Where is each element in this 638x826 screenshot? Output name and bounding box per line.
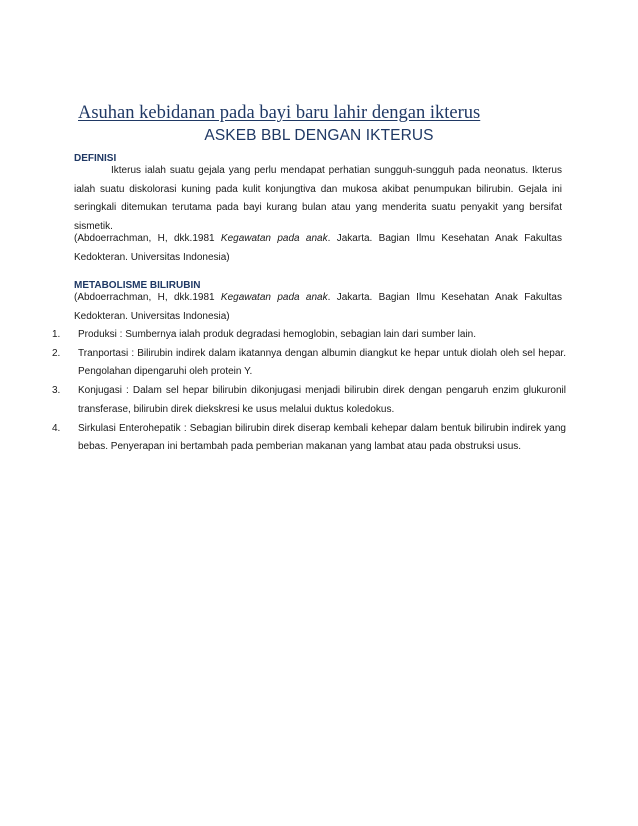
document-title: Asuhan kebidanan pada bayi baru lahir dengan ikterus [78, 103, 481, 123]
definisi-heading: DEFINISI [74, 153, 117, 164]
citation-suffix: . Jakarta. Bagian Ilmu Kesehatan Anak Fakultas Kedokteran. Universitas Indonesia) [74, 292, 562, 322]
citation-title: Kegawatan pada anak [220, 292, 328, 303]
list-item [0, 382, 638, 419]
citation-title: Kegawatan pada anak [220, 233, 328, 244]
definisi-citation [74, 230, 562, 267]
document-subtitle: ASKEB BBL DENGAN IKTERUS [204, 127, 434, 144]
citation-prefix: (Abdoerrachman, H, dkk.1981 [74, 233, 221, 244]
list-item-number: 4. [52, 422, 61, 434]
list-item-text: Tranportasi : Bilirubin indirek dalam ikatannya dengan albumin diangkut ke hepar untuk diolah oleh sel hepar. Pengolahan dipengaruhi oleh protein Y. [78, 347, 566, 378]
metabolisme-list [0, 326, 638, 457]
list-item [0, 326, 638, 345]
list-item [0, 420, 638, 457]
citation-prefix: (Abdoerrachman, H, dkk.1981 [74, 292, 221, 303]
list-item-text: Produksi : Sumbernya ialah produk degradasi hemoglobin, sebagian lain dari sumber lain. [78, 329, 477, 340]
metabolisme-citation [74, 289, 562, 326]
list-item-number: 2. [52, 347, 61, 359]
citation-suffix: . Jakarta. Bagian Ilmu Kesehatan Anak Fakultas Kedokteran. Universitas Indonesia) [74, 233, 562, 263]
list-item-number: 1. [52, 329, 61, 340]
list-item-text: Sirkulasi Enterohepatik : Sebagian bilirubin direk diserap kembali kehepar dalam bentuk bilirubin indirek yang bebas. Penyerapan ini bertambah pada pemberian makanan yang lambat atau pada obstruksi usus. [78, 422, 566, 453]
list-item-number: 3. [52, 385, 61, 397]
list-item [0, 345, 638, 382]
definisi-paragraph: Ikterus ialah suatu gejala yang perlu mendapat perhatian sungguh-sungguh pada neonatus. Ikterus ialah suatu diskolorasi kuning pada kulit konjungtiva dan mukosa akibat penumpukan bilirubin. Gejala ini seringkali ditemukan terutama pada bayi kurang bulan atau yang menderita suatu penyakit yang bersifat sismetik. [74, 165, 562, 233]
metabolisme-heading: METABOLISME BILIRUBIN [74, 280, 201, 291]
list-item-text: Konjugasi : Dalam sel hepar bilirubin dikonjugasi menjadi bilirubin direk dengan pengaruh enzim glukuronil transferase, bilirubin direk diekskresi ke usus melalui duktus koledokus. [78, 385, 566, 415]
